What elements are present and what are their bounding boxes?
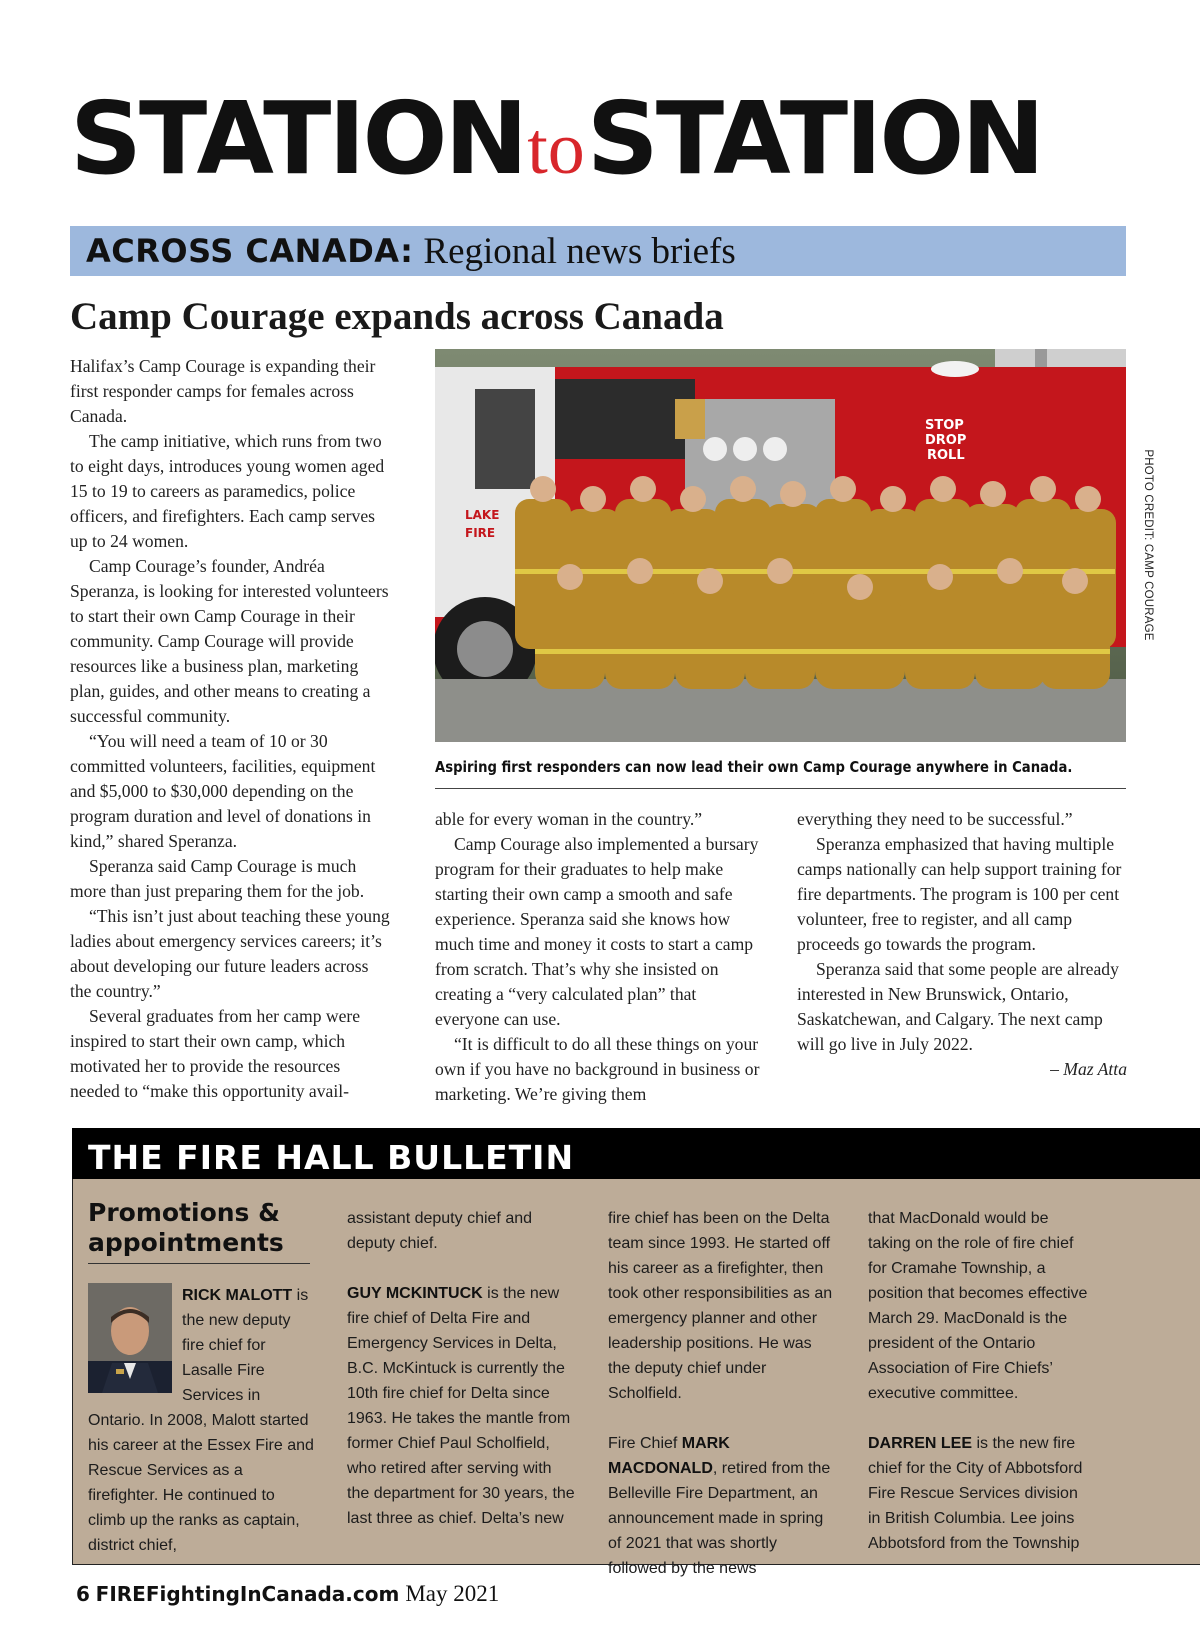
promotion-entry-macdonald: Fire Chief MARK MACDONALD, retired from the Belleville Fire Department, an announcement made in spring of 2021 that was shortly followed by the news [608, 1435, 831, 1577]
paragraph: assistant deputy chief and deputy chief. [347, 1210, 533, 1252]
paragraph: Camp Courage’s founder, Andréa Speranza, is looking for interested volunteers to start their own Camp Courage in their community. Camp Courage will provide resources like a business plan, marketing plan, guides, and other means to creating a successful community. [70, 556, 389, 726]
person-name: RICK MALOTT [182, 1287, 293, 1304]
paragraph: “You will need a team of 10 or 30 committed volunteers, facilities, equipment and $5,000 to $30,000 depending on the program duration and level of donations in kind,” shared Speranza. [70, 731, 376, 851]
paragraph: that MacDonald would be taking on the role of fire chief for Cramahe Township, a position that becomes effective March 29. MacDonald is the president of the Ontario Association of Fire Chiefs’ executive committee. [868, 1210, 1088, 1402]
bulletin-column-1 [88, 1283, 314, 1558]
site-name: FIREFightingInCanada.com [95, 1582, 400, 1606]
paragraph: Speranza said that some people are already interested in New Brunswick, Ontario, Saskatchewan, and Calgary. The next camp will go live in July 2022. [797, 959, 1119, 1054]
paragraph: “This isn’t just about teaching these young ladies about emergency services careers; it’s about developing our future leaders across the country.” [70, 906, 390, 1001]
caption-divider [435, 788, 1126, 789]
promotions-divider [88, 1263, 310, 1264]
promotion-entry-mckintuck: GUY MCKINTUCK is the new fire chief of Delta Fire and Emergency Services in Delta, B.C. McKintuck is currently the 10th fire chief for Delta since 1963. He takes the mantle from former Chief Paul Scholfield, who retired after serving with the department for 30 years, the last three as chief. Delta’s new [347, 1285, 575, 1527]
paragraph: The camp initiative, which runs from two to eight days, introduces young women aged 15 to 19 to careers as paramedics, police officers, and firefighters. Each camp serves up to 24 women. [70, 431, 385, 551]
truck-sign-2: DROP [925, 433, 967, 448]
masthead [70, 80, 1043, 197]
person-name: GUY MCKINTUCK [347, 1285, 483, 1302]
promotions-heading: Promotions & appointments [88, 1198, 284, 1257]
paragraph: Camp Courage also implemented a bursary program for their graduates to help make starting their own camp a smooth and safe experience. Speranza said she knows how much time and money it costs to start a camp from scratch. That’s why she insisted on creating a “very calculated plan” that everyone can use. [435, 834, 759, 1029]
article-column-2 [435, 807, 765, 1107]
paragraph: fire chief has been on the Delta team since 1993. He started off his career as a firefighter, then took other responsibilities as an emergency planner and other leadership positions. He was the deputy chief under Scholfield. [608, 1210, 833, 1402]
banner-sub: Regional news briefs [423, 230, 736, 272]
photo-caption: Aspiring first responders can now lead their own Camp Courage anywhere in Canada. [435, 758, 1073, 776]
page-footer [76, 1581, 499, 1607]
paragraph: Speranza emphasized that having multiple camps nationally can help support training for fire departments. The program is 100 per cent volunteer, free to register, and all camp proceeds go towards the program. [797, 834, 1122, 954]
issue-date: May 2021 [405, 1581, 500, 1606]
bulletin-column-3 [608, 1206, 834, 1581]
bulletin-column-4 [868, 1206, 1094, 1556]
bulletin-column-2 [347, 1206, 577, 1531]
section-banner [70, 226, 1126, 276]
paragraph: everything they need to be successful.” [797, 809, 1073, 829]
article-column-1 [70, 354, 390, 1104]
promotion-entry-lee: DARREN LEE is the new fire chief for the City of Abbotsford Fire Rescue Services division in British Columbia. Lee joins Abbotsford from the Township [868, 1435, 1083, 1552]
article-column-3 [797, 807, 1127, 1082]
truck-door-1: LAKE [465, 508, 500, 522]
article-photo [435, 349, 1126, 742]
paragraph: Speranza said Camp Courage is much more than just preparing them for the job. [70, 856, 365, 901]
person-name: MARK MACDONALD [608, 1435, 730, 1477]
promotion-entry-malott: RICK MALOTT is the new deputy fire chief for Lasalle Fire Services in Ontario. In 2008, Malott started his career at the Essex Fire and Rescue Services as a firefighter. He continued to climb up the ranks as captain, district chief, [88, 1287, 314, 1554]
article-headline: Camp Courage expands across Canada [70, 295, 724, 338]
masthead-station-1: STATION [70, 80, 526, 197]
paragraph: Several graduates from her camp were inspired to start their own camp, which motivated her to provide the resources needed to “make this opportunity avail- [70, 1006, 361, 1101]
person-name: DARREN LEE [868, 1435, 973, 1452]
truck-door-2: FIRE [465, 526, 496, 540]
banner-lead: ACROSS CANADA: [86, 232, 414, 270]
byline: – Maz Atta [1050, 1059, 1127, 1079]
truck-sign-3: ROLL [927, 448, 965, 463]
paragraph: “It is difficult to do all these things on your own if you have no background in business or marketing. We’re giving them [435, 1034, 760, 1104]
paragraph: Halifax’s Camp Courage is expanding their first responder camps for females across Canada. [70, 356, 376, 426]
masthead-station-2: STATION [586, 80, 1043, 197]
page-number: 6 [76, 1582, 90, 1606]
bulletin-title: THE FIRE HALL BULLETIN [88, 1138, 575, 1177]
truck-sign-1: STOP [925, 418, 964, 433]
masthead-to: to [527, 108, 585, 190]
portrait-photo [88, 1283, 172, 1393]
paragraph: able for every woman in the country.” [435, 809, 703, 829]
